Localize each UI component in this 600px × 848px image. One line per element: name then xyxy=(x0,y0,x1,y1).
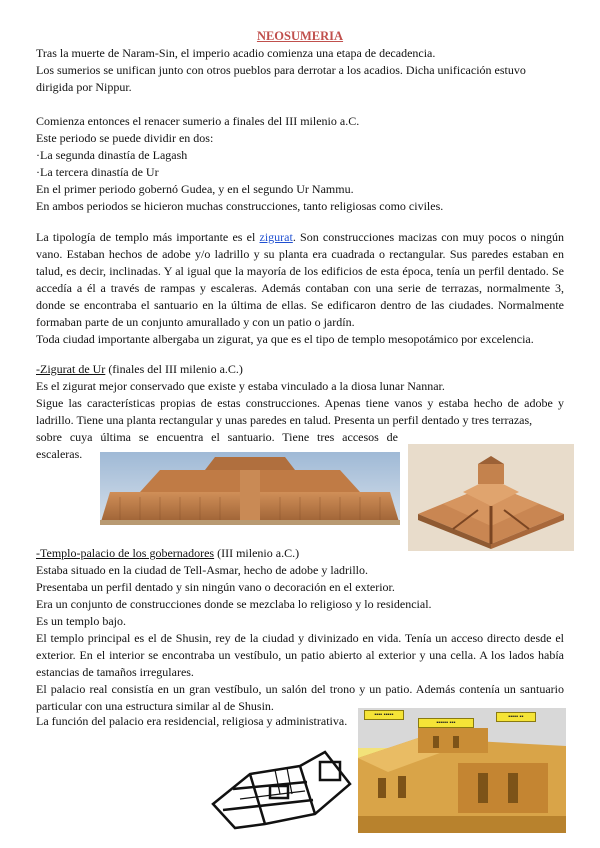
ur-heading-title: -Zigurat de Ur xyxy=(36,362,106,376)
typology-section xyxy=(36,229,564,348)
page-title: NEOSUMERIA xyxy=(256,29,344,43)
typology-text-post: . Son construcciones macizas con muy pocos o ningún vano. Estaban hechos de adobe y/o ladrillo y su planta era cuadrada o rectangular. Sus paredes estaban en talud, es decir, inclinadas. Y al igual que la mayoría de los edificios de esta época, tenía un perfil dentado. Se accedía a él a través de rampas y escaleras. Además contaban con una serie de terrazas, normalmente 3, donde se encontraba el santuario en la última de ellas. Se edificaron dentro de las ciudades. Normalmente formaban parte de un conjunto amurallado y con un patio o jardín. xyxy=(36,230,564,329)
ur-section xyxy=(36,361,564,429)
palace-line: El palacio real consistía en un gran vestíbulo, un salón del trono y un patio. Además contenía un santuario particular con una estructura similar al de Shusin. xyxy=(36,682,564,713)
ur-line-wrapped: sobre cuya última se encuentra el santuario. Tiene tres accesos de escaleras. xyxy=(36,430,398,461)
intro-line: Tras la muerte de Naram-Sin, el imperio acadio comienza una etapa de decadencia. xyxy=(36,46,436,60)
palace-heading-date: (III milenio a.C.) xyxy=(214,546,300,560)
periods-line: Comienza entonces el renacer sumerio a finales del III milenio a.C. xyxy=(36,114,360,128)
typology-paragraph xyxy=(36,229,564,331)
ur-heading-date: (finales del III milenio a.C.) xyxy=(105,362,243,376)
zigurat-link[interactable]: zigurat xyxy=(259,230,293,244)
periods-line: ·La segunda dinastía de Lagash xyxy=(36,148,188,162)
floor-plan-drawing xyxy=(205,744,355,830)
periods-section xyxy=(36,113,564,215)
palace-illustration xyxy=(358,708,566,833)
palace-line: El templo principal es el de Shusin, rey de la ciudad y divinizado en vida. Tenía un acceso directo desde el exterior. En el interior se encontraba un vestíbulo, un patio abierto al exterior y una cella. A los lados había estancias de tamaños irregulares. xyxy=(36,631,564,679)
ziggurat-of-ur-photo xyxy=(100,452,400,525)
intro-line: Los sumerios se unifican junto con otros pueblos para derrotar a los acadios. Dicha unificación estuvo dirigida por Nippur. xyxy=(36,63,526,94)
ziggurat-reconstruction-drawing xyxy=(408,444,574,551)
periods-line: Este periodo se puede dividir en dos: xyxy=(36,131,214,145)
palace-section xyxy=(36,545,564,715)
typology-text-pre: La tipología de templo más importante es el xyxy=(36,230,260,244)
typology-last-line: Toda ciudad importante albergaba un zigurat, ya que es el tipo de templo mesopotámico por excelencia. xyxy=(36,332,534,346)
palace-heading xyxy=(36,545,564,562)
intro-section xyxy=(36,45,564,96)
palace-label-tag: ▪▪▪▪▪▪ ▪▪▪ xyxy=(418,718,474,728)
palace-label-tag: ▪▪▪▪ ▪▪▪▪▪ xyxy=(364,710,404,720)
palace-line: Es un templo bajo. xyxy=(36,614,126,628)
ur-line: Sigue las características propias de estas construcciones. Apenas tiene vanos y estaba hecho de adobe y ladrillo. Tiene una planta rectangular y unas paredes en talud. Presenta un perfil dentado y tres terrazas, xyxy=(36,396,564,427)
periods-line: En ambos periodos se hicieron muchas construcciones, tanto religiosas como civiles. xyxy=(36,199,444,213)
periods-line: En el primer periodo gobernó Gudea, y en el segundo Ur Nammu. xyxy=(36,182,354,196)
palace-label-tag: ▪▪▪▪▪ ▪▪ xyxy=(496,712,536,722)
periods-line: ·La tercera dinastía de Ur xyxy=(36,165,159,179)
palace-line: Estaba situado en la ciudad de Tell-Asmar, hecho de adobe y ladrillo. xyxy=(36,563,369,577)
ur-line: Es el zigurat mejor conservado que existe y estaba vinculado a la diosa lunar Nannar. xyxy=(36,379,445,393)
palace-line: Era un conjunto de construcciones donde se mezclaba lo religioso y lo residencial. xyxy=(36,597,432,611)
palace-line: Presentaba un perfil dentado y sin ningún vano o decoración en el exterior. xyxy=(36,580,395,594)
palace-heading-title: -Templo-palacio de los gobernadores xyxy=(36,546,215,560)
palace-function-line: La función del palacio era residencial, religiosa y administrativa. xyxy=(36,714,348,728)
ur-heading xyxy=(36,361,564,378)
